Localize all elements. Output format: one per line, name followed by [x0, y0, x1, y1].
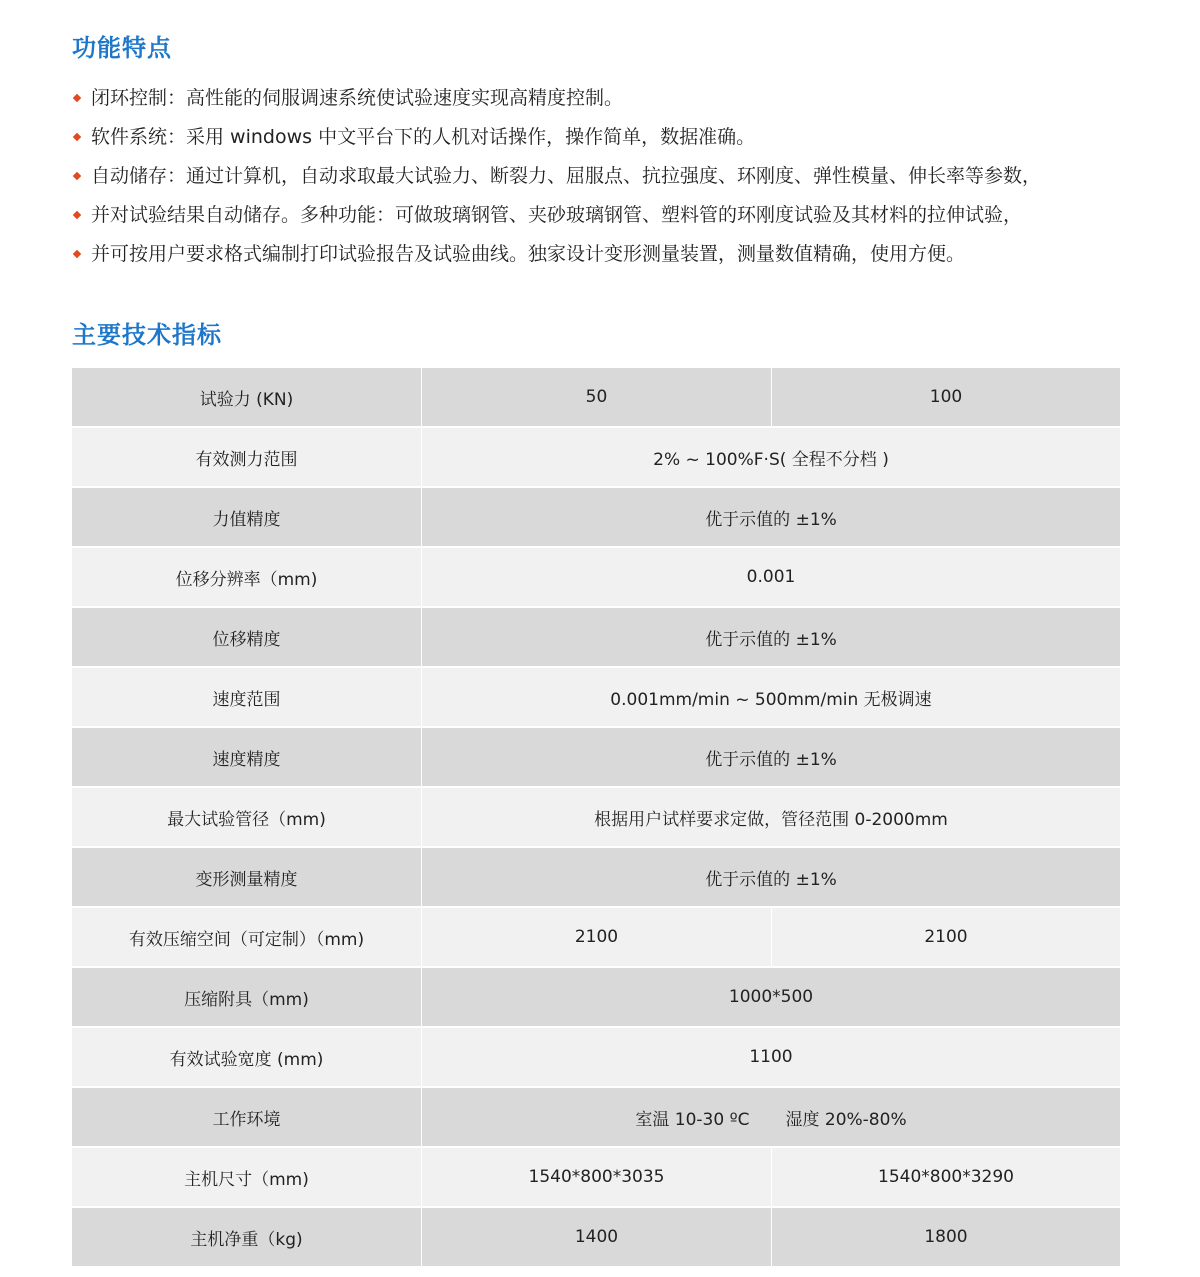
row-label: 速度精度: [72, 727, 422, 787]
table-row: [72, 1087, 1121, 1147]
cell-value: 1400: [422, 1207, 772, 1267]
row-label: 有效压缩空间（可定制）（mm): [72, 907, 422, 967]
table-row: [72, 1147, 1121, 1207]
feature-text: 并可按用户要求格式编制打印试验报告及试验曲线。独家设计变形测量装置，测量数值精确，使用方便。: [91, 242, 966, 265]
feature-text: 软件系统：采用 windows 中文平台下的人机对话操作，操作简单，数据准确。: [91, 125, 756, 148]
cell-value: 1800: [772, 1207, 1121, 1267]
table-row: [72, 1207, 1121, 1267]
humidity-value: 湿度 20%-80%: [785, 1109, 907, 1130]
table-row: [72, 487, 1121, 547]
cell-value: 优于示值的 ±1%: [422, 487, 1121, 547]
table-row: [72, 727, 1121, 787]
specs-table: [72, 368, 1121, 1268]
cell-value: 50: [422, 368, 772, 427]
cell-value: 1540*800*3290: [772, 1147, 1121, 1207]
cell-value: 2% ~ 100%F·S( 全程不分档 ): [422, 427, 1121, 487]
cell-value: [422, 1087, 1121, 1147]
row-label: 有效测力范围: [72, 427, 422, 487]
row-label: 位移分辨率（mm): [72, 547, 422, 607]
bullet-icon: [73, 93, 81, 101]
cell-value: 优于示值的 ±1%: [422, 847, 1121, 907]
cell-value: 1100: [422, 1027, 1121, 1087]
row-label: 力值精度: [72, 487, 422, 547]
row-label: 试验力 (KN): [72, 368, 422, 427]
feature-item: [72, 234, 1152, 273]
cell-value: 优于示值的 ±1%: [422, 727, 1121, 787]
cell-value: 2100: [772, 907, 1121, 967]
bullet-icon: [73, 249, 81, 257]
row-label: 变形测量精度: [72, 847, 422, 907]
bullet-icon: [73, 171, 81, 179]
table-row: [72, 368, 1121, 427]
feature-text: 闭环控制：高性能的伺服调速系统使试验速度实现高精度控制。: [91, 86, 624, 109]
feature-item: [72, 117, 1152, 156]
table-row: [72, 1027, 1121, 1087]
row-label: 速度范围: [72, 667, 422, 727]
feature-text: 并对试验结果自动储存。多种功能：可做玻璃钢管、夹砂玻璃钢管、塑料管的环刚度试验及其材料的拉伸试验，: [91, 203, 1023, 226]
table-row: [72, 607, 1121, 667]
features-list: [72, 78, 1152, 273]
row-label: 位移精度: [72, 607, 422, 667]
cell-value: 0.001mm/min ~ 500mm/min 无极调速: [422, 667, 1121, 727]
table-row: [72, 907, 1121, 967]
bullet-icon: [73, 132, 81, 140]
feature-item: [72, 156, 1152, 195]
bullet-icon: [73, 210, 81, 218]
features-section-title: 功能特点: [72, 34, 172, 62]
cell-value: 1540*800*3035: [422, 1147, 772, 1207]
specs-section-title: 主要技术指标: [72, 321, 222, 349]
cell-value: 根据用户试样要求定做，管径范围 0-2000mm: [422, 787, 1121, 847]
row-label: 主机净重（kg): [72, 1207, 422, 1267]
table-row: [72, 667, 1121, 727]
row-label: 工作环境: [72, 1087, 422, 1147]
cell-value: 1000*500: [422, 967, 1121, 1027]
table-row: [72, 787, 1121, 847]
feature-item: [72, 195, 1152, 234]
table-row: [72, 967, 1121, 1027]
cell-value: 0.001: [422, 547, 1121, 607]
row-label: 有效试验宽度 (mm): [72, 1027, 422, 1087]
table-row: [72, 547, 1121, 607]
cell-value: 优于示值的 ±1%: [422, 607, 1121, 667]
cell-value: 2100: [422, 907, 772, 967]
temperature-value: 室温 10-30 ºC: [635, 1109, 750, 1130]
table-row: [72, 427, 1121, 487]
row-label: 最大试验管径（mm): [72, 787, 422, 847]
feature-item: [72, 78, 1152, 117]
feature-text: 自动储存：通过计算机，自动求取最大试验力、断裂力、屈服点、抗拉强度、环刚度、弹性模量、伸长率等参数，: [91, 164, 1042, 187]
table-row: [72, 847, 1121, 907]
cell-value: 100: [772, 368, 1121, 427]
row-label: 压缩附具（mm): [72, 967, 422, 1027]
row-label: 主机尺寸（mm): [72, 1147, 422, 1207]
